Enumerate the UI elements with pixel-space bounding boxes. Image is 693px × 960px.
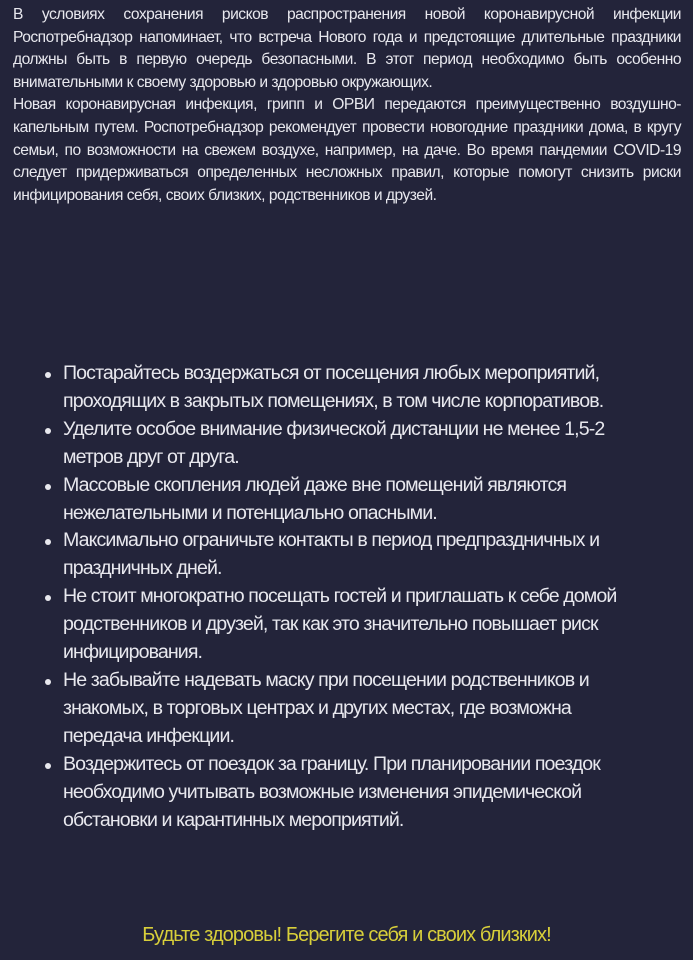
list-item <box>42 527 642 583</box>
bullet-dot-icon <box>45 539 51 545</box>
intro-paragraph: Новая коронавирусная инфекция, грипп и ОРВИ передаются преимущественно воздушно-капельным путем. Роспотребнадзор рекомендует провести новогодние праздники дома, в кругу семьи, по возможности на свежем воздухе, например, на даче. Во время пандемии COVID-19 следует придерживаться определенных несложных правил, которые помогут снизить риски инфицирования себя, своих близких, родственников и друзей. <box>13 96 681 204</box>
bullet-dot-icon <box>45 428 51 434</box>
list-item <box>42 360 642 416</box>
bullet-dot-icon <box>45 372 51 378</box>
rule-text: Воздержитесь от поездок за границу. При планировании поездок необходимо учитывать возможные изменения эпидемической обстановки и карантинных мероприятий. <box>63 752 600 831</box>
rule-text: Уделите особое внимание физической дистанции не менее 1,5-2 метров друг от друга. <box>63 417 605 468</box>
rule-text: Максимально ограничьте контакты в период предпраздничных и праздничных дней. <box>63 529 600 580</box>
list-item <box>42 583 642 667</box>
rule-text: Не стоит многократно посещать гостей и приглашать к себе домой родственников и друзей, так как это значительно повышает риск инфицирования. <box>63 585 617 664</box>
list-item <box>42 472 642 528</box>
rules-list <box>42 360 642 834</box>
list-item <box>42 416 642 472</box>
list-item <box>42 667 642 751</box>
list-item <box>42 751 642 835</box>
rule-text: Массовые скопления людей даже вне помещений являются нежелательными и потенциально опасными. <box>63 473 567 524</box>
bullet-dot-icon <box>45 763 51 769</box>
rule-text: Постарайтесь воздержаться от посещения любых мероприятий, проходящих в закрытых помещениях, в том числе корпоративов. <box>63 362 604 412</box>
bullet-dot-icon <box>45 484 51 490</box>
intro-paragraph: В условиях сохранения рисков распространения новой коронавирусной инфекции Роспотребнадзор напоминает, что встреча Нового года и предстоящие длительные праздники должны быть в первую очередь безопасными. В этот период необходимо быть особенно внимательными к своему здоровью и здоровью окружающих. <box>13 6 681 91</box>
footer-slogan: Будьте здоровы! Берегите себя и своих близких! <box>142 924 551 946</box>
bullet-dot-icon <box>45 679 51 685</box>
intro-text <box>13 4 681 207</box>
bullet-dot-icon <box>45 595 51 601</box>
rule-text: Не забывайте надевать маску при посещении родственников и знакомых, в торговых центрах и других местах, где возможна передача инфекции. <box>63 668 589 747</box>
